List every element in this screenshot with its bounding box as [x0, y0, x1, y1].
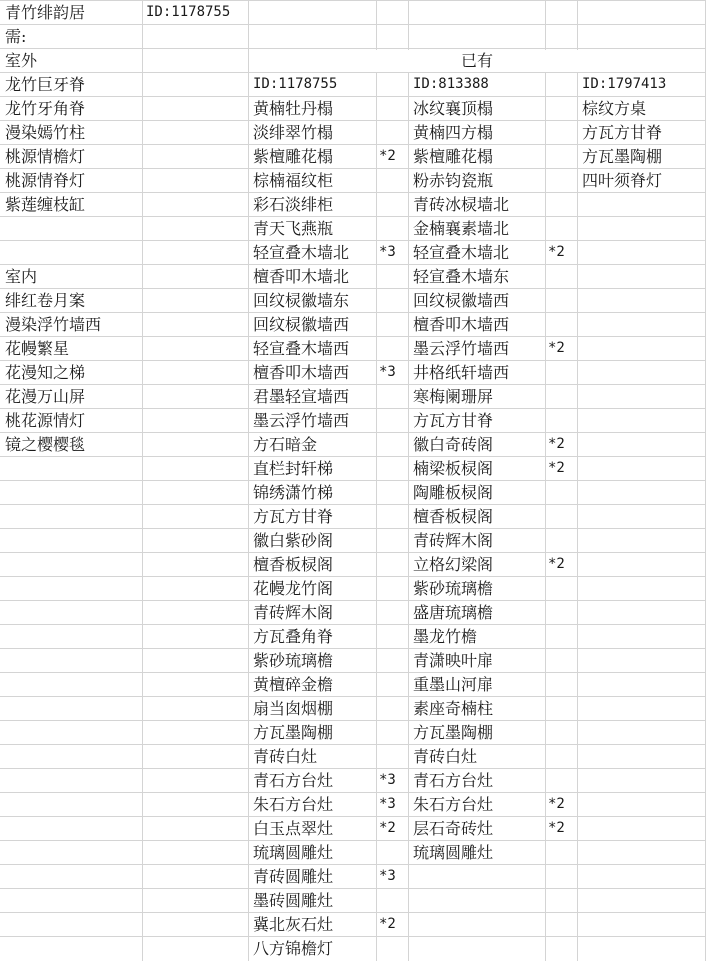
owner1-item[interactable]: 黄楠牡丹榻 [253, 99, 334, 118]
owner-id-cell[interactable]: ID:1178755 [146, 4, 231, 20]
owner1-item[interactable]: 白玉点翠灶 [253, 819, 334, 838]
sheet-row [0, 912, 706, 936]
owner2-item[interactable]: 立格幻梁阁 [413, 555, 494, 574]
owner2-item[interactable]: 轻宣叠木墙北 [413, 243, 510, 262]
owner3-item[interactable]: 四叶须脊灯 [582, 171, 663, 190]
owner1-item[interactable]: 朱石方台灶 [253, 795, 334, 814]
owner2-item[interactable]: 青砖辉木阁 [413, 531, 494, 550]
owner2-item[interactable]: 回纹棂徽墙西 [413, 291, 510, 310]
sheet-row [0, 24, 706, 48]
owner1-item[interactable]: 青砖圆雕灶 [253, 867, 334, 886]
owner2-item[interactable]: 金楠襄素墙北 [413, 219, 510, 238]
owner1-item[interactable]: 墨云浮竹墙西 [253, 411, 350, 430]
owner1-item[interactable]: 青天飞燕瓶 [253, 219, 334, 238]
sheet-row [0, 456, 706, 480]
need-indoor-item[interactable]: 绯红卷月案 [5, 291, 86, 310]
need-outdoor-item[interactable]: 龙竹巨牙脊 [5, 75, 86, 94]
sheet-row [0, 384, 706, 408]
sheet-row [0, 936, 706, 960]
sheet-row [0, 528, 706, 552]
owner1-item[interactable]: 淡绯翠竹榻 [253, 123, 334, 142]
sheet-row [0, 96, 706, 120]
owner2-item[interactable]: 黄楠四方榻 [413, 123, 494, 142]
sheet-row [0, 672, 706, 696]
sheet-row [0, 240, 706, 264]
owner1-item[interactable]: 轻宣叠木墙西 [253, 339, 350, 358]
owner2-item[interactable]: 徽白奇砖阁 [413, 435, 494, 454]
sheet-row [0, 720, 706, 744]
owner1-item[interactable]: 青石方台灶 [253, 771, 334, 790]
sheet-row [0, 120, 706, 144]
owner2-count[interactable]: *2 [548, 796, 565, 812]
owner2-count[interactable]: *2 [548, 340, 565, 356]
owner1-item[interactable]: 方石暗金 [253, 435, 318, 454]
owner1-count[interactable]: *2 [379, 820, 396, 836]
owner1-item[interactable]: 檀香板棂阁 [253, 555, 334, 574]
sheet-row [0, 408, 706, 432]
sheet-row [0, 48, 706, 72]
owner1-item[interactable]: 轻宣叠木墙北 [253, 243, 350, 262]
owner2-item[interactable]: 盛唐琉璃檐 [413, 603, 494, 622]
owner2-item[interactable]: 楠梁板棂阁 [413, 459, 494, 478]
owner1-item[interactable]: 方瓦方甘脊 [253, 507, 334, 526]
owner1-item[interactable]: 徽白紫砂阁 [253, 531, 334, 550]
owner2-item[interactable]: 粉赤钧瓷瓶 [413, 171, 494, 190]
owner1-item[interactable]: 紫檀雕花榻 [253, 147, 334, 166]
owner1-item[interactable]: 扇当囱烟棚 [253, 699, 334, 718]
outdoor-label-cell[interactable]: 室外 [5, 51, 38, 70]
owner2-item[interactable]: 紫檀雕花榻 [413, 147, 494, 166]
owner1-item[interactable]: 方瓦墨陶棚 [253, 723, 334, 742]
owner2-item[interactable]: 井格纸轩墙西 [413, 363, 510, 382]
need-indoor-item[interactable]: 花漫知之梯 [5, 363, 86, 382]
need-indoor-item[interactable]: 镜之樱樱毯 [5, 435, 86, 454]
sheet-row [0, 264, 706, 288]
sheet-row [0, 504, 706, 528]
owner2-item[interactable]: 冰纹襄顶榻 [413, 99, 494, 118]
sheet-row [0, 480, 706, 504]
sheet-row [0, 312, 706, 336]
owner2-item[interactable]: 琉璃圆雕灶 [413, 843, 494, 862]
owner2-item[interactable]: 青石方台灶 [413, 771, 494, 790]
need-outdoor-item[interactable]: 紫莲缠枝缸 [5, 195, 86, 214]
sheet-row [0, 432, 706, 456]
owner2-count[interactable]: *2 [548, 244, 565, 260]
owner1-count[interactable]: *3 [379, 796, 396, 812]
sheet-row [0, 600, 706, 624]
owner1-item[interactable]: 黄檀碎金檐 [253, 675, 334, 694]
have-header-cell[interactable]: 已有 [460, 51, 493, 70]
owner2-item[interactable]: 陶雕板棂阁 [413, 483, 494, 502]
sheet-row [0, 216, 706, 240]
sheet-row [0, 0, 706, 24]
owner2-count[interactable]: *2 [548, 556, 565, 572]
owner2-item[interactable]: 紫砂琉璃檐 [413, 579, 494, 598]
need-outdoor-item[interactable]: 桃源情檐灯 [5, 147, 86, 166]
owner2-item[interactable]: 重墨山河扉 [413, 675, 494, 694]
owner2-item[interactable]: 墨龙竹檐 [413, 627, 478, 646]
owner2-item[interactable]: 方瓦墨陶棚 [413, 723, 494, 742]
owner2-count[interactable]: *2 [548, 820, 565, 836]
owner1-item[interactable]: 墨砖圆雕灶 [253, 891, 334, 910]
sheet-row [0, 144, 706, 168]
need-outdoor-item[interactable]: 桃源情脊灯 [5, 171, 86, 190]
owner2-item[interactable]: 方瓦方甘脊 [413, 411, 494, 430]
owner1-item[interactable]: 方瓦叠角脊 [253, 627, 334, 646]
owner2-item[interactable]: 寒梅阑珊屏 [413, 387, 494, 406]
owner1-item[interactable]: 花幔龙竹阁 [253, 579, 334, 598]
owner2-item[interactable]: 素座奇楠柱 [413, 699, 494, 718]
sheet-row [0, 72, 706, 96]
need-outdoor-item[interactable]: 漫染嫣竹柱 [5, 123, 86, 142]
owner1-count[interactable]: *2 [379, 148, 396, 164]
sheet-row [0, 792, 706, 816]
owner1-item[interactable]: 青砖辉木阁 [253, 603, 334, 622]
owner1-count[interactable]: *3 [379, 772, 396, 788]
need-indoor-item[interactable]: 漫染浮竹墙西 [5, 315, 102, 334]
sheet-row [0, 288, 706, 312]
owner1-item[interactable]: 锦绣潇竹梯 [253, 483, 334, 502]
owner1-item[interactable]: 琉璃圆雕灶 [253, 843, 334, 862]
owner2-item[interactable]: 青砖白灶 [413, 747, 478, 766]
sheet-row [0, 864, 706, 888]
sheet-row [0, 744, 706, 768]
owner1-id-cell[interactable]: ID:1178755 [253, 76, 338, 92]
owner2-item[interactable]: 墨云浮竹墙西 [413, 339, 510, 358]
owner1-item[interactable]: 棕楠福纹柜 [253, 171, 334, 190]
owner2-item[interactable]: 青砖冰棂墙北 [413, 195, 510, 214]
owner1-item[interactable]: 彩石淡绯柜 [253, 195, 334, 214]
sheet-title-cell[interactable]: 青竹绯韵居 [5, 3, 86, 22]
owner2-item[interactable]: 檀香板棂阁 [413, 507, 494, 526]
owner2-item[interactable]: 青潇映叶扉 [413, 651, 494, 670]
owner1-item[interactable]: 八方锦檐灯 [253, 939, 334, 958]
owner3-item[interactable]: 方瓦方甘脊 [582, 123, 663, 142]
sheet-row [0, 696, 706, 720]
owner2-item[interactable]: 朱石方台灶 [413, 795, 494, 814]
sheet-row [0, 168, 706, 192]
sheet-row [0, 840, 706, 864]
owner1-count[interactable]: *3 [379, 244, 396, 260]
owner1-count[interactable]: *2 [379, 916, 396, 932]
owner1-count[interactable]: *3 [379, 868, 396, 884]
sheet-row [0, 816, 706, 840]
sheet-row [0, 888, 706, 912]
owner1-item[interactable]: 檀香叩木墙北 [253, 267, 350, 286]
owner1-item[interactable]: 青砖白灶 [253, 747, 318, 766]
need-indoor-item[interactable]: 桃花源情灯 [5, 411, 86, 430]
owner1-item[interactable]: 回纹棂徽墙东 [253, 291, 350, 310]
need-label-cell[interactable]: 需: [5, 27, 27, 46]
owner1-count[interactable]: *3 [379, 364, 396, 380]
owner2-item[interactable]: 檀香叩木墙西 [413, 315, 510, 334]
sheet-row [0, 336, 706, 360]
owner1-item[interactable]: 君墨轻宣墙西 [253, 387, 350, 406]
owner2-item[interactable]: 轻宣叠木墙东 [413, 267, 510, 286]
sheet-row [0, 768, 706, 792]
sheet-row [0, 648, 706, 672]
indoor-label-cell[interactable]: 室内 [5, 267, 38, 286]
owner2-count[interactable]: *2 [548, 436, 565, 452]
owner1-item[interactable]: 回纹棂徽墙西 [253, 315, 350, 334]
owner1-item[interactable]: 冀北灰石灶 [253, 915, 334, 934]
owner1-item[interactable]: 直栏封轩梯 [253, 459, 334, 478]
sheet-row [0, 360, 706, 384]
owner2-count[interactable]: *2 [548, 460, 565, 476]
owner2-id-cell[interactable]: ID:813388 [413, 76, 489, 92]
owner2-item[interactable]: 层石奇砖灶 [413, 819, 494, 838]
owner3-item[interactable]: 方瓦墨陶棚 [582, 147, 663, 166]
owner3-item[interactable]: 棕纹方桌 [582, 99, 647, 118]
sheet-row [0, 552, 706, 576]
owner1-item[interactable]: 紫砂琉璃檐 [253, 651, 334, 670]
owner1-item[interactable]: 檀香叩木墙西 [253, 363, 350, 382]
need-indoor-item[interactable]: 花幔繁星 [5, 339, 70, 358]
need-outdoor-item[interactable]: 龙竹牙角脊 [5, 99, 86, 118]
sheet-row [0, 624, 706, 648]
owner3-id-cell[interactable]: ID:1797413 [582, 76, 667, 92]
sheet-row [0, 192, 706, 216]
sheet-row [0, 576, 706, 600]
need-indoor-item[interactable]: 花漫万山屏 [5, 387, 86, 406]
